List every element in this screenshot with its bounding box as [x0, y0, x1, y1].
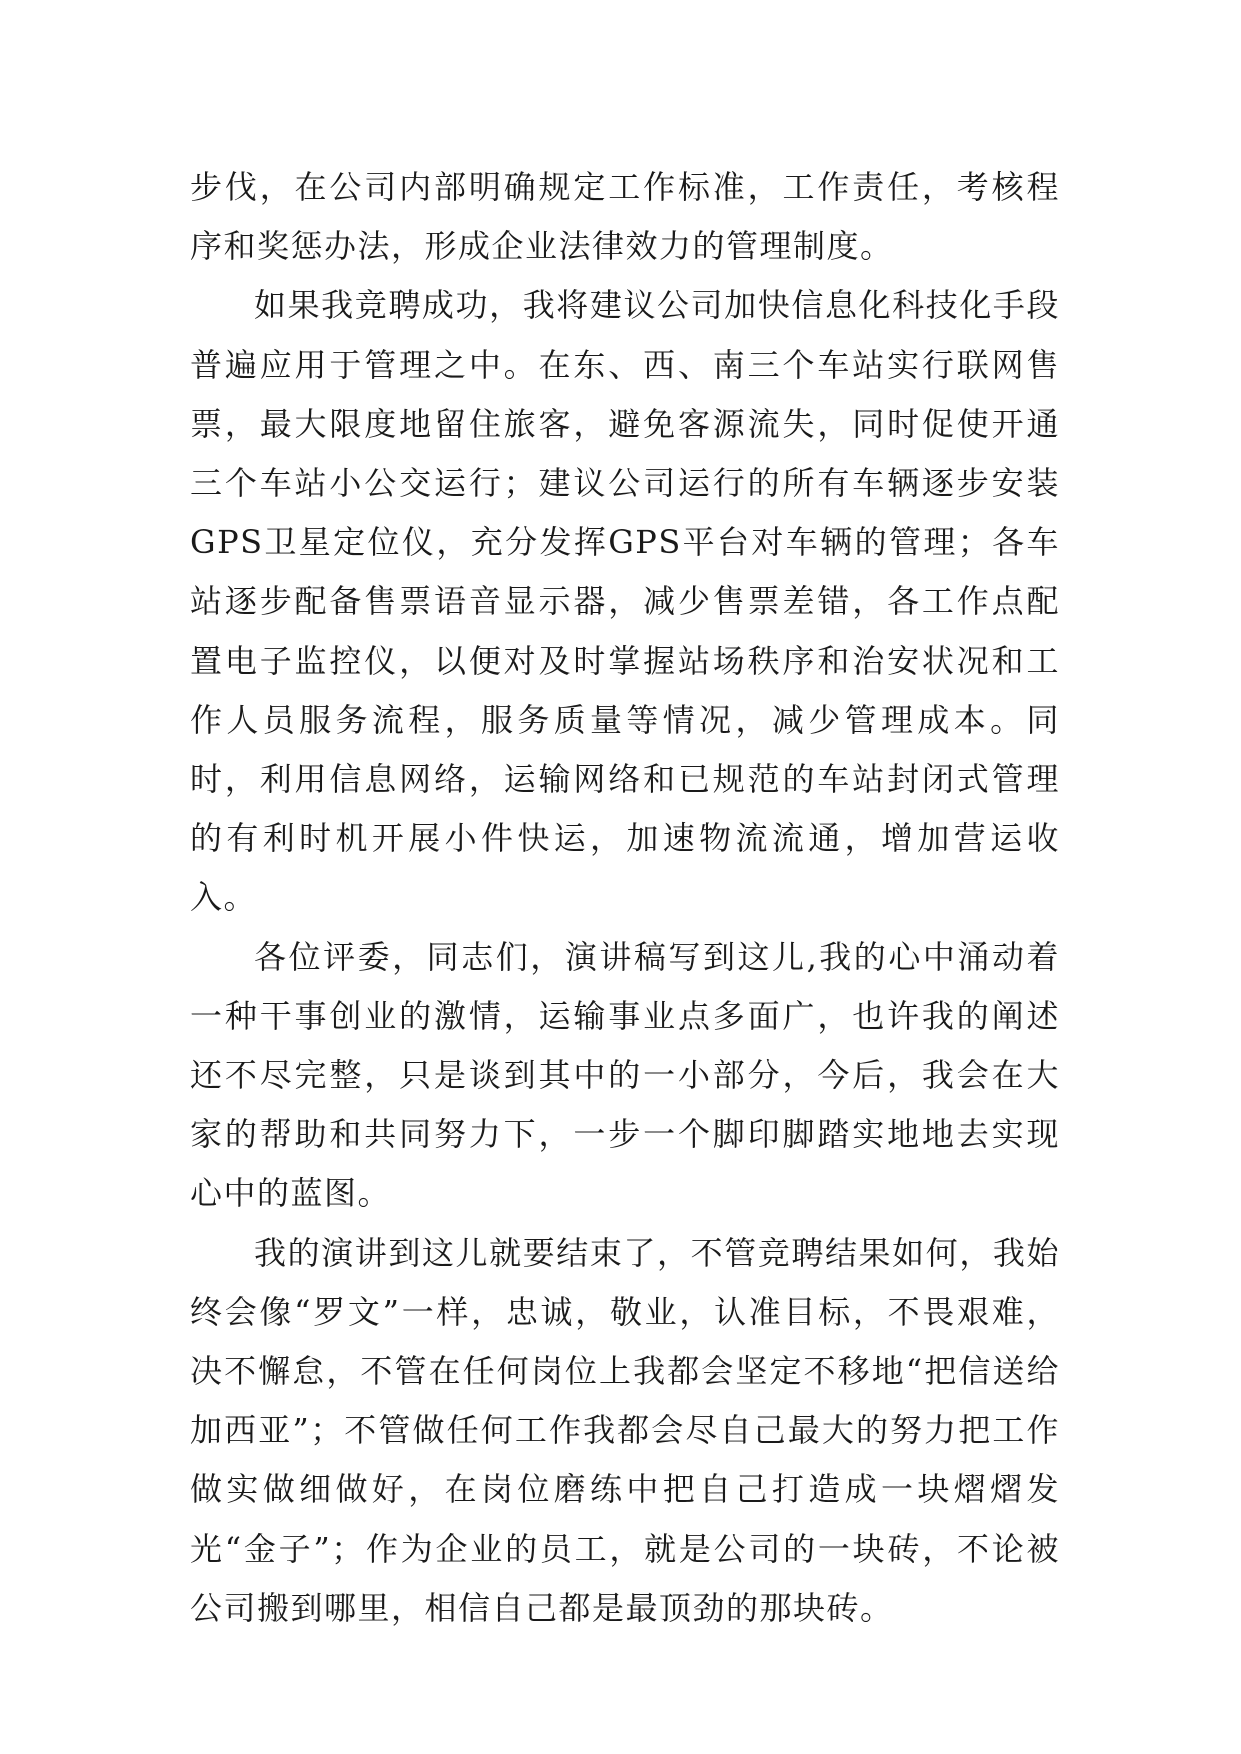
paragraph-4: 我的演讲到这儿就要结束了，不管竞聘结果如何，我始终会像“罗文”一样，忠诚，敬业，认准目标，不畏艰难，决不懈怠，不管在任何岗位上我都会坚定不移地“把信送给加西亚”；不管做任何工作我都会尽自己最大的努力把工作做实做细做好，在岗位磨练中把自己打造成一块熠熠发光“金子”；作为企业的员工，就是公司的一块砖，不论被公司搬到哪里，相信自己都是最顶劲的那块砖。 [190, 1233, 1060, 1627]
paragraph-3: 各位评委，同志们，演讲稿写到这儿,我的心中涌动着一种干事创业的激情，运输事业点多面广，也许我的阐述还不尽完整，只是谈到其中的一小部分，今后，我会在大家的帮助和共同努力下，一步一个脚印脚踏实地地去实现心中的蓝图。 [190, 937, 1060, 1213]
paragraph-2: 如果我竞聘成功，我将建议公司加快信息化科技化手段普遍应用于管理之中。在东、西、南三个车站实行联网售票，最大限度地留住旅客，避免客源流失，同时促使开通三个车站小公交运行；建议公司运行的所有车辆逐步安装GPS卫星定位仪，充分发挥GPS平台对车辆的管理；各车站逐步配备售票语音显示器，减少售票差错，各工作点配置电子监控仪，以便对及时掌握站场秩序和治安状况和工作人员服务流程，服务质量等情况，减少管理成本。同时，利用信息网络，运输网络和已规范的车站封闭式管理的有利时机开展小件快运，加速物流流通，增加营运收入。 [190, 286, 1060, 917]
document-body [190, 158, 1060, 1638]
paragraph-1: 步伐，在公司内部明确规定工作标准，工作责任，考核程序和奖惩办法，形成企业法律效力的管理制度。 [190, 168, 1060, 266]
